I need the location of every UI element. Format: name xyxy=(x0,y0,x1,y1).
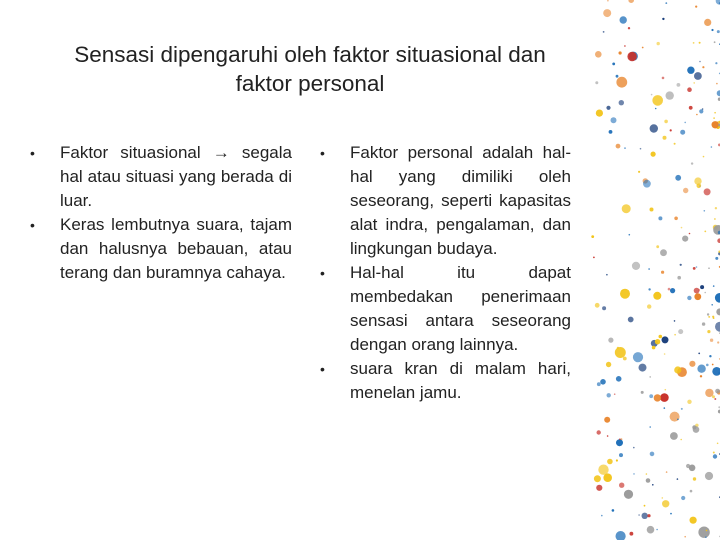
title-line-1: Sensasi dipengaruhi oleh faktor situasional dan xyxy=(74,42,546,67)
paint-dot xyxy=(606,274,608,276)
paint-dot xyxy=(659,335,663,339)
paint-dot xyxy=(624,45,626,47)
paint-dot xyxy=(712,121,719,128)
paint-dot xyxy=(697,365,705,373)
paint-dot xyxy=(674,143,676,145)
paint-dot xyxy=(717,443,719,445)
paint-dot xyxy=(716,308,720,315)
paint-dot xyxy=(689,465,696,472)
paint-dot xyxy=(700,285,704,289)
paint-dot xyxy=(695,6,697,8)
paint-dot xyxy=(705,472,713,480)
paint-dot xyxy=(707,330,710,333)
paint-dot xyxy=(619,438,621,440)
paint-dot xyxy=(649,376,651,378)
paint-dot xyxy=(704,210,706,212)
paint-dot xyxy=(693,426,700,433)
paint-dot xyxy=(664,407,666,409)
paint-dot xyxy=(712,367,720,376)
bullet-marker: • xyxy=(320,361,325,377)
paint-dot xyxy=(616,439,623,446)
paint-dot xyxy=(699,61,701,63)
paint-dot xyxy=(687,67,694,74)
paint-dot xyxy=(664,120,668,124)
paint-dot xyxy=(689,361,695,367)
paint-dot xyxy=(606,106,610,110)
paint-dot xyxy=(663,136,667,140)
paint-dot xyxy=(633,352,643,362)
paint-dot xyxy=(651,152,656,157)
paint-dot xyxy=(702,66,704,68)
paint-dot xyxy=(666,471,668,473)
paint-dot xyxy=(699,185,701,187)
paint-dot xyxy=(633,447,635,449)
paint-dot xyxy=(628,0,634,3)
paint-dot xyxy=(656,529,658,531)
paint-dot xyxy=(714,41,716,43)
paint-splatter-decoration xyxy=(585,0,720,540)
paint-dot xyxy=(713,454,717,458)
left-bullet-list xyxy=(30,141,292,285)
paint-dot xyxy=(656,245,659,248)
paint-dot xyxy=(627,52,636,61)
paint-dot xyxy=(694,293,701,300)
paint-dot xyxy=(696,114,698,116)
paint-dot xyxy=(668,288,671,291)
paint-dot xyxy=(661,271,664,274)
paint-dot xyxy=(670,513,672,515)
paint-dot xyxy=(715,293,720,303)
paint-dot xyxy=(664,353,666,355)
paint-dot xyxy=(638,171,640,173)
paint-dot xyxy=(687,400,691,404)
paint-dot xyxy=(709,355,711,357)
paint-dot xyxy=(629,234,631,236)
paint-dot xyxy=(651,94,653,96)
paint-dot xyxy=(704,231,706,233)
paint-dot xyxy=(596,485,602,491)
paint-dot xyxy=(632,262,640,270)
paint-dot xyxy=(630,532,634,536)
paint-dot xyxy=(677,478,679,480)
paint-dot xyxy=(650,208,654,212)
paint-dot xyxy=(702,322,705,325)
paint-dot xyxy=(619,100,624,105)
paint-dot xyxy=(677,419,679,421)
paint-dot xyxy=(711,146,713,148)
paint-dot xyxy=(595,81,598,84)
paint-dot xyxy=(643,180,651,188)
right-bullet-item xyxy=(320,261,571,357)
paint-dot xyxy=(700,375,702,377)
paint-dot xyxy=(665,389,667,391)
paint-dot xyxy=(711,29,713,31)
paint-dot xyxy=(642,47,644,49)
paint-dot xyxy=(657,42,660,45)
paint-dot xyxy=(689,233,691,235)
paint-dot xyxy=(674,217,678,221)
paint-dot xyxy=(622,204,631,213)
bullet-marker: • xyxy=(30,217,35,233)
paint-dot xyxy=(662,77,665,80)
paint-dot xyxy=(681,227,683,229)
paint-dot xyxy=(704,188,711,195)
paint-dot xyxy=(633,473,635,475)
paint-dot xyxy=(698,289,700,291)
paint-dot xyxy=(595,51,602,58)
paint-dot xyxy=(640,148,642,150)
right-bullet-item xyxy=(320,357,571,405)
paint-dot xyxy=(607,393,611,397)
bullet-text: Hal-hal itu dapat membedakan penerimaan sensasi antara seseorang dengan orang lainnya. xyxy=(350,263,571,354)
paint-dot xyxy=(654,394,661,401)
paint-dot xyxy=(652,484,654,486)
paint-dot xyxy=(647,304,651,308)
paint-dot xyxy=(674,320,676,322)
bullet-marker: • xyxy=(320,145,325,161)
paint-dot xyxy=(597,382,601,386)
paint-dot xyxy=(641,391,644,394)
paint-dot xyxy=(693,82,695,84)
paint-dot xyxy=(713,285,715,287)
left-bullet-item xyxy=(30,213,292,285)
bullet-text: Keras lembutnya suara, tajam dan halusnya bebauan, atau terang dan buramnya cahaya. xyxy=(60,215,292,282)
paint-dot xyxy=(609,130,613,134)
paint-dot xyxy=(611,117,617,123)
slide-title xyxy=(40,40,580,98)
paint-dot xyxy=(714,398,716,400)
paint-dot xyxy=(616,376,622,382)
paint-dot xyxy=(698,527,709,538)
paint-dot xyxy=(593,257,595,259)
paint-dot xyxy=(715,207,717,209)
paint-dot xyxy=(620,16,627,23)
paint-dot xyxy=(684,122,686,124)
paint-dot xyxy=(648,288,650,290)
paint-dot xyxy=(662,336,669,343)
paint-dot xyxy=(594,475,601,482)
paint-dot xyxy=(646,478,651,483)
paint-dot xyxy=(628,27,630,29)
paint-dot xyxy=(677,83,681,87)
paint-dot xyxy=(650,452,655,457)
paint-dot xyxy=(680,264,682,266)
paint-dot xyxy=(616,75,619,78)
paint-dot xyxy=(662,500,669,507)
title-line-2: faktor personal xyxy=(235,71,385,96)
paint-dot xyxy=(606,362,611,367)
paint-dot xyxy=(662,18,664,20)
paint-dot xyxy=(710,339,713,342)
paint-dot xyxy=(713,117,715,119)
paint-dot xyxy=(674,334,676,336)
paint-dot xyxy=(648,268,650,270)
paint-dot xyxy=(677,276,681,280)
paint-dot xyxy=(704,19,711,26)
paint-dot xyxy=(616,459,618,461)
paint-dot xyxy=(699,42,701,44)
paint-dot xyxy=(607,0,609,2)
paint-dot xyxy=(670,432,678,440)
paint-dot xyxy=(604,417,610,423)
paint-dot xyxy=(591,235,594,238)
paint-dot xyxy=(653,292,661,300)
paint-dot xyxy=(716,83,718,85)
paint-dot xyxy=(612,509,615,512)
paint-dot xyxy=(696,266,698,268)
paint-dot xyxy=(699,109,703,113)
paint-dot xyxy=(619,453,623,457)
paint-dot xyxy=(603,9,611,17)
paint-dot xyxy=(693,42,695,44)
paint-dot xyxy=(596,110,603,117)
bullet-marker: • xyxy=(320,265,325,281)
paint-dot xyxy=(698,353,700,355)
paint-dot xyxy=(623,357,627,361)
paint-dot xyxy=(714,112,716,114)
paint-dot xyxy=(716,0,720,5)
paint-dot xyxy=(715,62,717,64)
paint-dot xyxy=(706,530,708,532)
paint-dot xyxy=(666,91,674,99)
paint-dot xyxy=(614,393,616,395)
paint-dot xyxy=(655,340,657,342)
paint-dot xyxy=(615,347,626,358)
paint-dot xyxy=(689,106,693,110)
paint-dot xyxy=(713,452,715,454)
paint-dot xyxy=(619,483,624,488)
paint-dot xyxy=(708,316,710,318)
paint-dot xyxy=(680,130,685,135)
paint-dot xyxy=(662,497,664,499)
paint-dot xyxy=(620,289,630,299)
paint-dot xyxy=(690,490,693,493)
paint-dot xyxy=(603,31,605,33)
paint-dot xyxy=(717,30,720,33)
paint-dot xyxy=(598,465,608,475)
paint-dot xyxy=(675,175,681,181)
paint-dot xyxy=(607,459,613,465)
paint-dot xyxy=(715,257,718,260)
paint-dot xyxy=(601,515,603,517)
paint-dot xyxy=(619,51,622,54)
paint-dot xyxy=(684,536,686,538)
paint-dot xyxy=(712,316,714,318)
paint-dot xyxy=(704,292,706,294)
paint-dot xyxy=(687,87,692,92)
paint-dot xyxy=(652,95,663,106)
paint-dot xyxy=(712,395,715,398)
paint-dot xyxy=(717,341,719,343)
paint-dot xyxy=(694,288,700,294)
paint-dot xyxy=(670,412,680,422)
paint-dot xyxy=(687,296,691,300)
paint-dot xyxy=(597,430,601,434)
paint-dot xyxy=(616,144,621,149)
paint-dot xyxy=(707,313,709,315)
paint-dot xyxy=(638,514,640,516)
paint-dot xyxy=(607,435,609,437)
paint-dot xyxy=(602,306,606,310)
paint-dot xyxy=(655,108,657,110)
paint-dot xyxy=(678,329,683,334)
paint-dot xyxy=(624,147,626,149)
paint-dot xyxy=(647,526,655,534)
paint-dot xyxy=(646,473,648,475)
paint-dot xyxy=(616,531,626,540)
bullet-text: Faktor situasional → segala hal atau situasi yang berada di luar. xyxy=(60,143,292,210)
paint-dot xyxy=(680,439,682,441)
paint-dot xyxy=(600,379,606,385)
paint-dot xyxy=(658,216,662,220)
paint-dot xyxy=(670,129,672,131)
paint-dot xyxy=(705,389,713,397)
paint-dot xyxy=(660,393,669,402)
paint-dot xyxy=(624,490,633,499)
paint-dot xyxy=(714,218,716,220)
paint-dot xyxy=(639,364,647,372)
paint-dot xyxy=(649,394,653,398)
paint-dot xyxy=(693,477,696,480)
paint-dot xyxy=(616,77,627,88)
right-bullet-item xyxy=(320,141,571,261)
paint-dot xyxy=(665,2,667,4)
paint-dot xyxy=(650,124,658,132)
paint-dot xyxy=(711,304,713,306)
paint-dot xyxy=(647,514,650,517)
paint-dot xyxy=(652,346,656,350)
paint-dot xyxy=(693,267,696,270)
paint-dot xyxy=(660,249,667,256)
paint-dot xyxy=(642,513,648,519)
paint-dot xyxy=(608,338,613,343)
paint-dot xyxy=(715,389,720,394)
paint-dot xyxy=(681,496,685,500)
paint-dot xyxy=(683,188,688,193)
paint-dot xyxy=(674,366,681,373)
paint-dot xyxy=(670,288,675,293)
paint-dot xyxy=(703,156,705,158)
paint-dot xyxy=(708,267,710,269)
paint-dot xyxy=(691,162,693,164)
paint-dot xyxy=(712,364,714,366)
left-bullet-item xyxy=(30,141,292,213)
bullet-marker: • xyxy=(30,145,35,161)
paint-dot xyxy=(690,517,697,524)
right-bullet-list xyxy=(320,141,571,405)
paint-dot xyxy=(682,236,688,242)
paint-dot xyxy=(612,63,615,66)
paint-dot xyxy=(715,322,720,332)
paint-dot xyxy=(628,317,634,323)
paint-dot xyxy=(595,303,600,308)
paint-dot xyxy=(705,536,707,538)
paint-dot xyxy=(644,505,646,507)
paint-dot xyxy=(706,364,709,367)
bullet-text: Faktor personal adalah hal-hal yang dimiliki oleh seseorang, seperti kapasitas alat indra, pengalaman, dan lingkungan budaya. xyxy=(350,143,571,258)
paint-dot xyxy=(649,426,651,428)
paint-dot xyxy=(681,408,683,410)
bullet-text: suara kran di malam hari, menelan jamu. xyxy=(350,359,571,402)
paint-dot xyxy=(694,72,702,80)
